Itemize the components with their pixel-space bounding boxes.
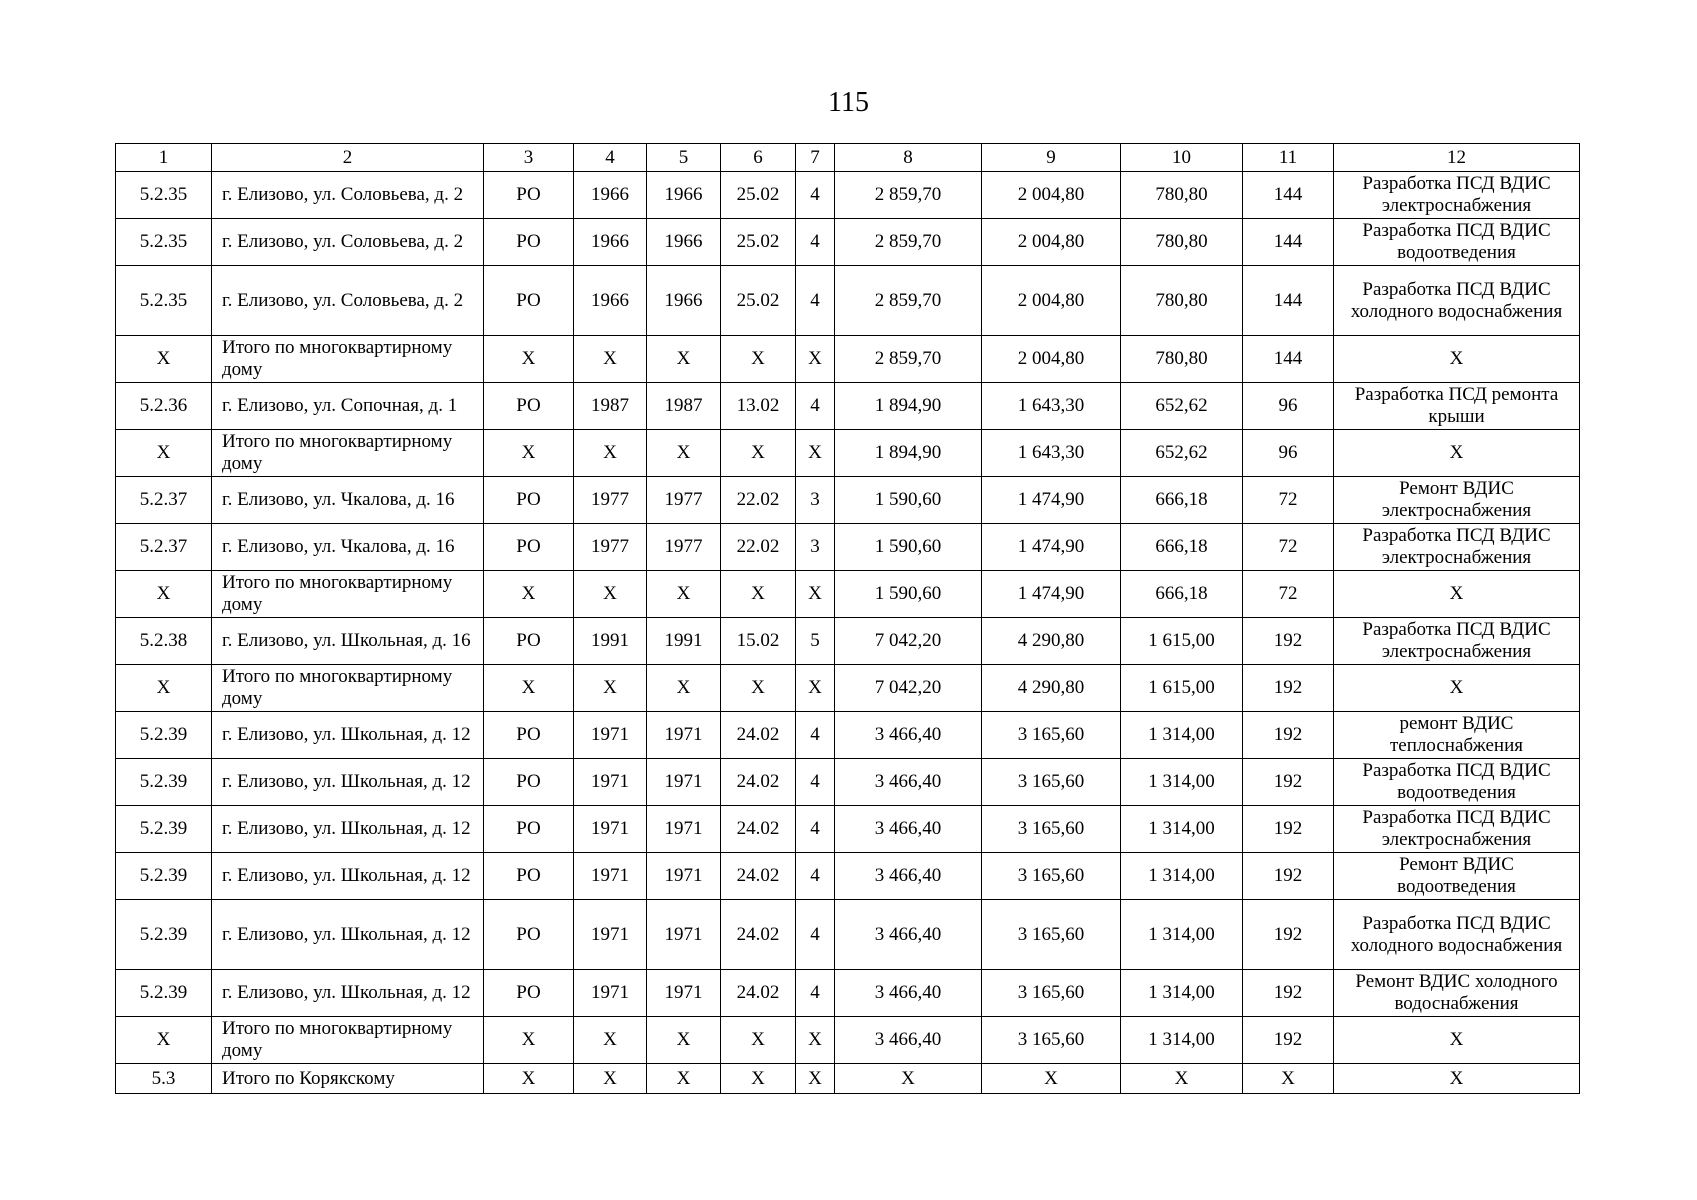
item-number-cell: X — [116, 571, 212, 618]
living-area-cell: 3 165,60 — [982, 1017, 1121, 1064]
living-area-cell: 2 004,80 — [982, 266, 1121, 336]
living-area-cell: 3 165,60 — [982, 900, 1121, 970]
build-year-cell: X — [574, 336, 647, 383]
address-cell: г. Елизово, ул. Соловьева, д. 2 — [212, 266, 484, 336]
table-row — [116, 383, 1580, 430]
total-area-cell: 2 859,70 — [835, 336, 982, 383]
build-year-cell: 1971 — [574, 853, 647, 900]
work-type-cell: Ремонт ВДИС холодного водоснабжения — [1334, 970, 1580, 1017]
address-cell: г. Елизово, ул. Школьная, д. 12 — [212, 806, 484, 853]
total-area-cell: 7 042,20 — [835, 665, 982, 712]
commission-year-cell: 1991 — [647, 618, 721, 665]
cost-cell: 780,80 — [1121, 266, 1243, 336]
floors-cell: 4 — [796, 853, 835, 900]
commission-year-cell: 1966 — [647, 219, 721, 266]
flats-cell: 144 — [1243, 266, 1334, 336]
total-area-cell: 1 894,90 — [835, 430, 982, 477]
build-year-cell: X — [574, 430, 647, 477]
floors-cell: 3 — [796, 524, 835, 571]
type-cell: X — [484, 571, 574, 618]
commission-year-cell: 1977 — [647, 524, 721, 571]
flats-cell: X — [1243, 1064, 1334, 1094]
wear-cell: X — [721, 1064, 796, 1094]
commission-year-cell: 1971 — [647, 853, 721, 900]
floors-cell: 4 — [796, 383, 835, 430]
wear-cell: 24.02 — [721, 853, 796, 900]
work-type-cell: X — [1334, 336, 1580, 383]
table-row — [116, 1017, 1580, 1064]
cost-cell: 666,18 — [1121, 571, 1243, 618]
floors-cell: 4 — [796, 806, 835, 853]
type-cell: РО — [484, 383, 574, 430]
address-cell: Итого по многоквартирному дому — [212, 665, 484, 712]
living-area-cell: 3 165,60 — [982, 759, 1121, 806]
item-number-cell: 5.2.39 — [116, 806, 212, 853]
table-row — [116, 430, 1580, 477]
cost-cell: 666,18 — [1121, 524, 1243, 571]
column-header: 7 — [796, 144, 835, 172]
type-cell: X — [484, 430, 574, 477]
wear-cell: 24.02 — [721, 712, 796, 759]
floors-cell: 5 — [796, 618, 835, 665]
build-year-cell: 1966 — [574, 172, 647, 219]
total-area-cell: 7 042,20 — [835, 618, 982, 665]
table-row — [116, 618, 1580, 665]
column-header: 1 — [116, 144, 212, 172]
table-row — [116, 970, 1580, 1017]
type-cell: РО — [484, 219, 574, 266]
work-type-cell: X — [1334, 1064, 1580, 1094]
type-cell: РО — [484, 900, 574, 970]
total-area-cell: 2 859,70 — [835, 172, 982, 219]
address-cell: Итого по многоквартирному дому — [212, 336, 484, 383]
wear-cell: 22.02 — [721, 524, 796, 571]
total-area-cell: 2 859,70 — [835, 266, 982, 336]
column-header: 12 — [1334, 144, 1580, 172]
build-year-cell: 1987 — [574, 383, 647, 430]
cost-cell: 780,80 — [1121, 219, 1243, 266]
total-area-cell: 3 466,40 — [835, 1017, 982, 1064]
build-year-cell: X — [574, 1064, 647, 1094]
address-cell: г. Елизово, ул. Соловьева, д. 2 — [212, 219, 484, 266]
flats-cell: 72 — [1243, 477, 1334, 524]
commission-year-cell: 1966 — [647, 172, 721, 219]
living-area-cell: 1 474,90 — [982, 571, 1121, 618]
flats-cell: 144 — [1243, 336, 1334, 383]
item-number-cell: 5.2.35 — [116, 219, 212, 266]
total-area-cell: 3 466,40 — [835, 900, 982, 970]
wear-cell: 15.02 — [721, 618, 796, 665]
flats-cell: 192 — [1243, 759, 1334, 806]
column-header: 3 — [484, 144, 574, 172]
total-area-cell: 1 894,90 — [835, 383, 982, 430]
address-cell: Итого по многоквартирному дому — [212, 430, 484, 477]
living-area-cell: 2 004,80 — [982, 172, 1121, 219]
cost-cell: 1 314,00 — [1121, 1017, 1243, 1064]
type-cell: РО — [484, 712, 574, 759]
wear-cell: 25.02 — [721, 219, 796, 266]
page-number: 115 — [828, 87, 869, 118]
item-number-cell: X — [116, 336, 212, 383]
address-cell: г. Елизово, ул. Школьная, д. 12 — [212, 759, 484, 806]
wear-cell: X — [721, 1017, 796, 1064]
flats-cell: 192 — [1243, 1017, 1334, 1064]
type-cell: X — [484, 1017, 574, 1064]
address-cell: г. Елизово, ул. Школьная, д. 12 — [212, 900, 484, 970]
type-cell: РО — [484, 172, 574, 219]
cost-cell: 1 314,00 — [1121, 759, 1243, 806]
floors-cell: 3 — [796, 477, 835, 524]
commission-year-cell: X — [647, 336, 721, 383]
floors-cell: X — [796, 1064, 835, 1094]
flats-cell: 192 — [1243, 618, 1334, 665]
table-row — [116, 219, 1580, 266]
living-area-cell: 1 643,30 — [982, 383, 1121, 430]
cost-cell: 652,62 — [1121, 430, 1243, 477]
item-number-cell: 5.2.35 — [116, 172, 212, 219]
wear-cell: 25.02 — [721, 266, 796, 336]
living-area-cell: X — [982, 1064, 1121, 1094]
commission-year-cell: 1971 — [647, 806, 721, 853]
build-year-cell: X — [574, 1017, 647, 1064]
commission-year-cell: X — [647, 1064, 721, 1094]
total-area-cell: 3 466,40 — [835, 712, 982, 759]
floors-cell: X — [796, 336, 835, 383]
type-cell: РО — [484, 806, 574, 853]
work-type-cell: X — [1334, 1017, 1580, 1064]
cost-cell: 1 314,00 — [1121, 853, 1243, 900]
total-area-cell: 2 859,70 — [835, 219, 982, 266]
wear-cell: 13.02 — [721, 383, 796, 430]
work-type-cell: X — [1334, 430, 1580, 477]
work-type-cell: X — [1334, 571, 1580, 618]
living-area-cell: 2 004,80 — [982, 219, 1121, 266]
table-row — [116, 712, 1580, 759]
living-area-cell: 4 290,80 — [982, 665, 1121, 712]
living-area-cell: 4 290,80 — [982, 618, 1121, 665]
work-type-cell: Разработка ПСД ремонта крыши — [1334, 383, 1580, 430]
floors-cell: 4 — [796, 219, 835, 266]
cost-cell: 1 314,00 — [1121, 806, 1243, 853]
address-cell: г. Елизово, ул. Школьная, д. 12 — [212, 853, 484, 900]
commission-year-cell: X — [647, 571, 721, 618]
address-cell: г. Елизово, ул. Чкалова, д. 16 — [212, 477, 484, 524]
work-type-cell: ремонт ВДИС теплоснабжения — [1334, 712, 1580, 759]
address-cell: г. Елизово, ул. Чкалова, д. 16 — [212, 524, 484, 571]
total-area-cell: 3 466,40 — [835, 853, 982, 900]
total-area-cell: 3 466,40 — [835, 806, 982, 853]
cost-cell: 780,80 — [1121, 172, 1243, 219]
total-area-cell: X — [835, 1064, 982, 1094]
commission-year-cell: X — [647, 430, 721, 477]
commission-year-cell: 1966 — [647, 266, 721, 336]
item-number-cell: X — [116, 430, 212, 477]
address-cell: г. Елизово, ул. Сопочная, д. 1 — [212, 383, 484, 430]
living-area-cell: 3 165,60 — [982, 853, 1121, 900]
column-header: 6 — [721, 144, 796, 172]
wear-cell: 24.02 — [721, 970, 796, 1017]
cost-cell: 1 314,00 — [1121, 900, 1243, 970]
build-year-cell: X — [574, 665, 647, 712]
build-year-cell: 1971 — [574, 759, 647, 806]
wear-cell: 24.02 — [721, 759, 796, 806]
type-cell: РО — [484, 524, 574, 571]
living-area-cell: 1 474,90 — [982, 524, 1121, 571]
type-cell: РО — [484, 266, 574, 336]
table-row — [116, 477, 1580, 524]
table-row — [116, 1064, 1580, 1094]
build-year-cell: 1966 — [574, 219, 647, 266]
cost-cell: 1 314,00 — [1121, 712, 1243, 759]
floors-cell: 4 — [796, 712, 835, 759]
living-area-cell: 1 474,90 — [982, 477, 1121, 524]
item-number-cell: 5.2.39 — [116, 900, 212, 970]
total-area-cell: 3 466,40 — [835, 970, 982, 1017]
item-number-cell: X — [116, 1017, 212, 1064]
item-number-cell: 5.3 — [116, 1064, 212, 1094]
commission-year-cell: 1971 — [647, 900, 721, 970]
table-row — [116, 571, 1580, 618]
work-type-cell: X — [1334, 665, 1580, 712]
build-year-cell: 1971 — [574, 970, 647, 1017]
table-row — [116, 806, 1580, 853]
floors-cell: 4 — [796, 759, 835, 806]
cost-cell: 1 615,00 — [1121, 665, 1243, 712]
work-type-cell: Ремонт ВДИС водоотведения — [1334, 853, 1580, 900]
address-cell: г. Елизово, ул. Школьная, д. 12 — [212, 970, 484, 1017]
address-cell: г. Елизово, ул. Школьная, д. 12 — [212, 712, 484, 759]
work-type-cell: Разработка ПСД ВДИС электроснабжения — [1334, 618, 1580, 665]
living-area-cell: 3 165,60 — [982, 806, 1121, 853]
flats-cell: 192 — [1243, 970, 1334, 1017]
type-cell: РО — [484, 970, 574, 1017]
column-header: 8 — [835, 144, 982, 172]
table-row — [116, 759, 1580, 806]
column-header: 2 — [212, 144, 484, 172]
build-year-cell: 1991 — [574, 618, 647, 665]
floors-cell: 4 — [796, 900, 835, 970]
work-type-cell: Разработка ПСД ВДИС холодного водоснабжения — [1334, 266, 1580, 336]
flats-cell: 72 — [1243, 571, 1334, 618]
floors-cell: 4 — [796, 172, 835, 219]
address-cell: Итого по многоквартирному дому — [212, 571, 484, 618]
floors-cell: X — [796, 430, 835, 477]
build-year-cell: 1971 — [574, 712, 647, 759]
work-type-cell: Разработка ПСД ВДИС водоотведения — [1334, 219, 1580, 266]
floors-cell: X — [796, 1017, 835, 1064]
type-cell: X — [484, 336, 574, 383]
commission-year-cell: 1971 — [647, 712, 721, 759]
cost-cell: 1 314,00 — [1121, 970, 1243, 1017]
wear-cell: 25.02 — [721, 172, 796, 219]
commission-year-cell: X — [647, 1017, 721, 1064]
wear-cell: X — [721, 430, 796, 477]
total-area-cell: 3 466,40 — [835, 759, 982, 806]
item-number-cell: 5.2.35 — [116, 266, 212, 336]
total-area-cell: 1 590,60 — [835, 571, 982, 618]
table-row — [116, 266, 1580, 336]
address-cell: Итого по Корякскому — [212, 1064, 484, 1094]
cost-cell: 1 615,00 — [1121, 618, 1243, 665]
column-number-row — [116, 144, 1580, 172]
commission-year-cell: 1971 — [647, 759, 721, 806]
cost-cell: 780,80 — [1121, 336, 1243, 383]
wear-cell: X — [721, 665, 796, 712]
build-year-cell: 1971 — [574, 806, 647, 853]
wear-cell: X — [721, 336, 796, 383]
item-number-cell: 5.2.37 — [116, 477, 212, 524]
item-number-cell: 5.2.39 — [116, 712, 212, 759]
type-cell: РО — [484, 618, 574, 665]
floors-cell: X — [796, 665, 835, 712]
commission-year-cell: X — [647, 665, 721, 712]
floors-cell: 4 — [796, 970, 835, 1017]
work-type-cell: Разработка ПСД ВДИС электроснабжения — [1334, 524, 1580, 571]
floors-cell: X — [796, 571, 835, 618]
flats-cell: 96 — [1243, 383, 1334, 430]
work-type-cell: Ремонт ВДИС электроснабжения — [1334, 477, 1580, 524]
total-area-cell: 1 590,60 — [835, 477, 982, 524]
type-cell: X — [484, 665, 574, 712]
flats-cell: 192 — [1243, 712, 1334, 759]
item-number-cell: 5.2.37 — [116, 524, 212, 571]
total-area-cell: 1 590,60 — [835, 524, 982, 571]
build-year-cell: 1966 — [574, 266, 647, 336]
commission-year-cell: 1971 — [647, 970, 721, 1017]
address-cell: г. Елизово, ул. Соловьева, д. 2 — [212, 172, 484, 219]
cost-cell: X — [1121, 1064, 1243, 1094]
flats-cell: 96 — [1243, 430, 1334, 477]
flats-cell: 192 — [1243, 665, 1334, 712]
wear-cell: X — [721, 571, 796, 618]
build-year-cell: 1977 — [574, 477, 647, 524]
build-year-cell: X — [574, 571, 647, 618]
flats-cell: 144 — [1243, 172, 1334, 219]
column-header: 11 — [1243, 144, 1334, 172]
item-number-cell: X — [116, 665, 212, 712]
type-cell: X — [484, 1064, 574, 1094]
build-year-cell: 1971 — [574, 900, 647, 970]
column-header: 4 — [574, 144, 647, 172]
wear-cell: 24.02 — [721, 806, 796, 853]
cost-cell: 666,18 — [1121, 477, 1243, 524]
item-number-cell: 5.2.39 — [116, 970, 212, 1017]
living-area-cell: 1 643,30 — [982, 430, 1121, 477]
address-cell: г. Елизово, ул. Школьная, д. 16 — [212, 618, 484, 665]
commission-year-cell: 1987 — [647, 383, 721, 430]
commission-year-cell: 1977 — [647, 477, 721, 524]
item-number-cell: 5.2.36 — [116, 383, 212, 430]
type-cell: РО — [484, 759, 574, 806]
table-row — [116, 853, 1580, 900]
work-type-cell: Разработка ПСД ВДИС электроснабжения — [1334, 806, 1580, 853]
flats-cell: 192 — [1243, 900, 1334, 970]
item-number-cell: 5.2.39 — [116, 759, 212, 806]
table-row — [116, 900, 1580, 970]
table-row — [116, 524, 1580, 571]
repair-program-table — [115, 143, 1580, 1094]
living-area-cell: 2 004,80 — [982, 336, 1121, 383]
table-row — [116, 665, 1580, 712]
work-type-cell: Разработка ПСД ВДИС водоотведения — [1334, 759, 1580, 806]
floors-cell: 4 — [796, 266, 835, 336]
flats-cell: 192 — [1243, 806, 1334, 853]
living-area-cell: 3 165,60 — [982, 712, 1121, 759]
table-row — [116, 336, 1580, 383]
item-number-cell: 5.2.39 — [116, 853, 212, 900]
item-number-cell: 5.2.38 — [116, 618, 212, 665]
table-row — [116, 172, 1580, 219]
type-cell: РО — [484, 477, 574, 524]
wear-cell: 22.02 — [721, 477, 796, 524]
type-cell: РО — [484, 853, 574, 900]
work-type-cell: Разработка ПСД ВДИС электроснабжения — [1334, 172, 1580, 219]
flats-cell: 144 — [1243, 219, 1334, 266]
work-type-cell: Разработка ПСД ВДИС холодного водоснабжения — [1334, 900, 1580, 970]
flats-cell: 192 — [1243, 853, 1334, 900]
column-header: 10 — [1121, 144, 1243, 172]
build-year-cell: 1977 — [574, 524, 647, 571]
address-cell: Итого по многоквартирному дому — [212, 1017, 484, 1064]
cost-cell: 652,62 — [1121, 383, 1243, 430]
column-header: 9 — [982, 144, 1121, 172]
living-area-cell: 3 165,60 — [982, 970, 1121, 1017]
column-header: 5 — [647, 144, 721, 172]
wear-cell: 24.02 — [721, 900, 796, 970]
flats-cell: 72 — [1243, 524, 1334, 571]
